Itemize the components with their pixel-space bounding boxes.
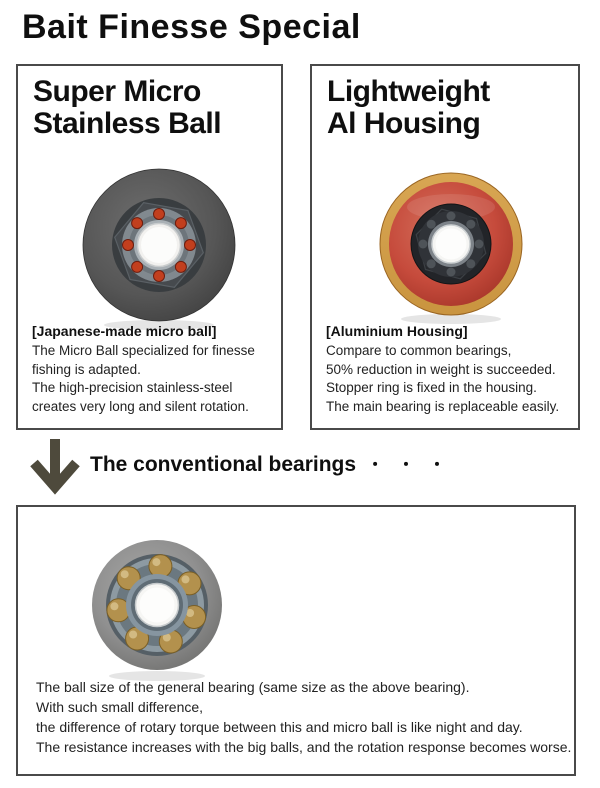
caption-title: [Aluminium Housing]: [326, 323, 468, 339]
description-line: The ball size of the general bearing (same size as the above bearing).: [36, 679, 470, 695]
divider-label: [90, 451, 459, 477]
micro-ball-bearing-image: [79, 165, 239, 333]
panel-super-micro: [16, 64, 283, 430]
description-line: the difference of rotary torque between this and micro ball is like night and day.: [36, 718, 523, 735]
panel-heading-super-micro: [33, 76, 221, 140]
description-line: With such small difference,: [36, 698, 204, 715]
heading-line-1: Lightweight: [327, 75, 490, 108]
panel-heading-lightweight: [327, 76, 490, 140]
caption-line: The high-precision stainless-steel creates very long and silent rotation.: [32, 380, 249, 414]
caption-line: Stopper ring is fixed in the housing.: [326, 380, 537, 396]
heading-line-2: Stainless Ball: [33, 107, 222, 141]
heading-line-1: Super Micro: [33, 75, 201, 108]
caption-micro-ball: [32, 323, 273, 417]
divider-label-text: The conventional bearings: [90, 453, 357, 476]
panel-lightweight-housing: [310, 64, 580, 430]
panel-conventional-bearing: [16, 505, 576, 776]
caption-line: Compare to common bearings,: [326, 343, 512, 358]
divider-dots: ・・・: [366, 455, 460, 475]
caption-line: The main bearing is replaceable easily.: [326, 398, 560, 414]
caption-title: [Japanese-made micro ball]: [32, 323, 217, 339]
caption-line: 50% reduction in weight is succeeded.: [326, 361, 556, 377]
description-line: The resistance increases with the big balls, and the rotation response becomes worse.: [36, 738, 572, 755]
down-arrow-icon: [28, 438, 82, 498]
caption-aluminium-housing: [326, 323, 570, 417]
conventional-bearing-description: [36, 678, 571, 758]
page-title: Bait Finesse Special: [22, 8, 361, 46]
conventional-bearing-image: [87, 535, 227, 685]
caption-line: The Micro Ball specialized for finesse fishing is adapted.: [32, 343, 255, 377]
aluminium-housing-bearing-image: [376, 169, 526, 327]
heading-line-2: Al Housing: [327, 107, 481, 141]
